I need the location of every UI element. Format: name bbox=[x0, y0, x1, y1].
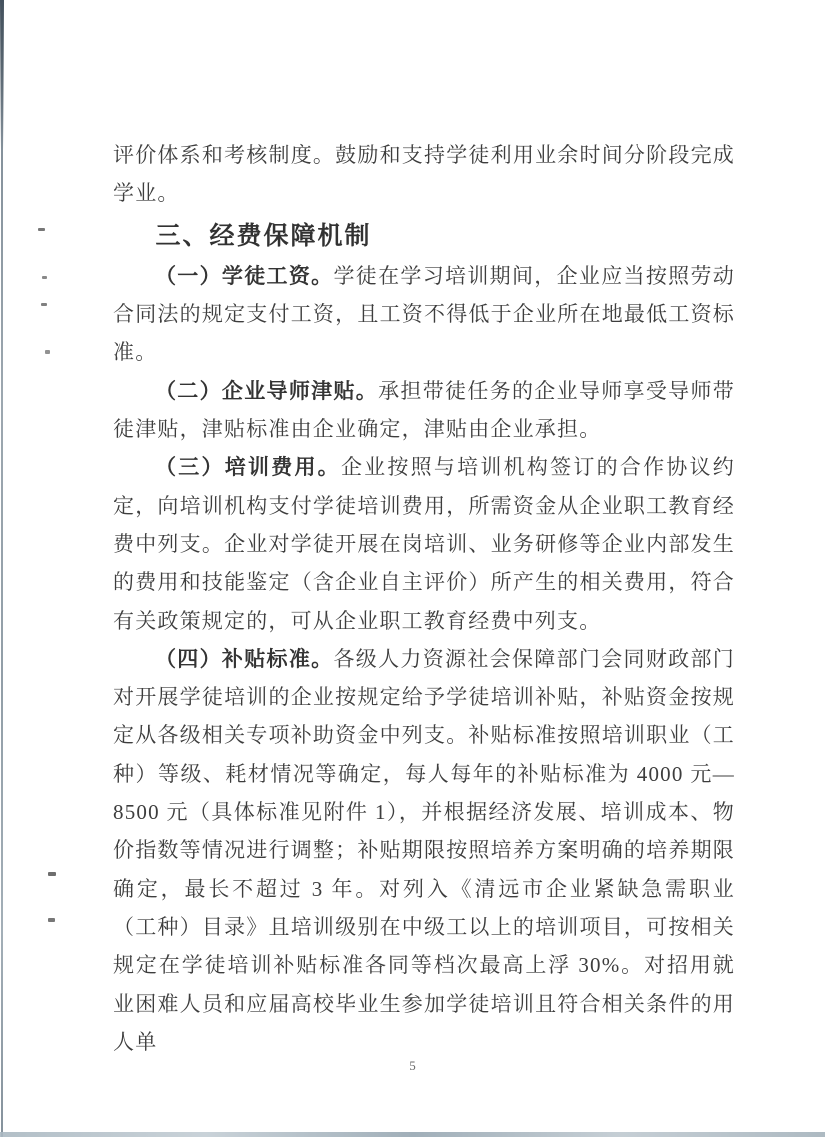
paragraph-item-2 bbox=[113, 372, 735, 449]
scan-edge-left bbox=[1, 0, 3, 1137]
paragraph-item-3 bbox=[113, 448, 735, 639]
paragraph-lead: （一）学徒工资。 bbox=[155, 263, 334, 288]
scan-speck bbox=[38, 228, 45, 231]
scan-edge-left-top bbox=[0, 0, 4, 150]
scan-speck bbox=[48, 872, 56, 876]
paragraph-text: 各级人力资源社会保障部门会同财政部门对开展学徒培训的企业按规定给予学徒培训补贴，补贴资金按规定从各级相关专项补助资金中列支。补贴标准按照培训职业（工种）等级、耗材情况等确定，每人每年的补贴标准为 4000 元—8500 元（具体标准见附件 1），并根据经济发展、培训成本、物价指数等情况进行调整；补贴期限按照培养方案明确的培养期限确定，最长不超过 3 年。对列入《清远市企业紧缺急需职业（工种）目录》且培训级别在中级工以上的培训项目，可按相关规定在学徒培训补贴标准各同等档次最高上浮 30%。对招用就业困难人员和应届高校毕业生参加学徒培训且符合相关条件的用人单 bbox=[113, 646, 735, 1054]
scan-speck bbox=[45, 350, 50, 354]
paragraph-continuation: 评价体系和考核制度。鼓励和支持学徒利用业余时间分阶段完成学业。 bbox=[113, 143, 735, 206]
paragraph-text: 学徒在学习培训期间，企业应当按照劳动合同法的规定支付工资，且工资不得低于企业所在地最低工资标准。 bbox=[113, 263, 735, 365]
paragraph-item-4 bbox=[113, 640, 735, 1061]
page-number: 5 bbox=[409, 1058, 416, 1073]
document-body bbox=[113, 136, 735, 1061]
paragraph-lead: （四）补贴标准。 bbox=[155, 646, 334, 671]
paragraph-item-1 bbox=[113, 257, 735, 372]
paragraph-text: 承担带徒任务的企业导师享受导师带徒津贴，津贴标准由企业确定，津贴由企业承担。 bbox=[113, 378, 736, 442]
scan-speck bbox=[42, 276, 47, 279]
paragraph-lead: （三）培训费用。 bbox=[155, 455, 341, 480]
scan-speck bbox=[48, 918, 55, 922]
paragraph-lead: （二）企业导师津贴。 bbox=[155, 378, 379, 403]
scan-speck bbox=[41, 303, 47, 306]
scan-edge-bottom bbox=[0, 1132, 825, 1137]
section-heading: 三、经费保障机制 bbox=[155, 220, 372, 250]
paragraph-text: 企业按照与培训机构签订的合作协议约定，向培训机构支付学徒培训费用，所需资金从企业职工教育经费中列支。企业对学徒开展在岗培训、业务研修等企业内部发生的费用和技能鉴定（含企业自主评价）所产生的相关费用，符合有关政策规定的，可从企业职工教育经费中列支。 bbox=[113, 455, 735, 633]
